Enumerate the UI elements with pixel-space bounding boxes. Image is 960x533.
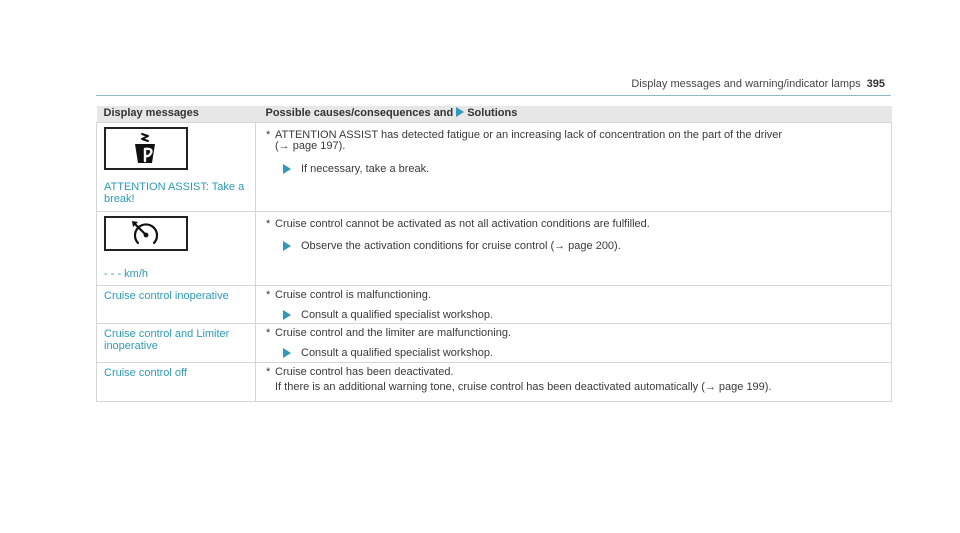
cause-page-ref: (→ page 197). (275, 140, 346, 152)
cause-text: Cruise control and the limiter are malfunctioning. (275, 327, 512, 339)
cause-solution-cell (256, 363, 892, 402)
display-message-text: Cruise control and Limiter inoperative (104, 328, 230, 352)
running-header (631, 78, 885, 90)
solution-arrow-icon (283, 310, 291, 320)
display-message-text: Cruise control inoperative (104, 290, 229, 302)
col-header-causes-solutions (256, 106, 892, 123)
table-row (97, 212, 892, 286)
solution-text: Consult a qualified specialist workshop. (301, 309, 493, 321)
cause-solution-cell (256, 123, 892, 212)
solution-text: Consult a qualified specialist workshop. (301, 347, 493, 359)
cause-text: ATTENTION ASSIST has detected fatigue or an increasing lack of concentration on the part of the driver (275, 129, 783, 141)
message-cell (97, 212, 256, 286)
table-row (97, 363, 892, 402)
page-number: 395 (866, 78, 885, 90)
running-header-title: Display messages and warning/indicator lamps (631, 78, 861, 90)
table-row (97, 286, 892, 324)
cause-marker: * (266, 366, 271, 378)
note-text: If there is an additional warning tone, cruise control has been deactivated automatically (→ page 199). (275, 381, 772, 393)
table-row (97, 123, 892, 212)
solution-text: If necessary, take a break. (301, 163, 430, 175)
message-cell (97, 123, 256, 212)
solution-text: Observe the activation conditions for cruise control (→ page 200). (301, 240, 621, 252)
coffee-cup-icon (104, 127, 188, 170)
cause-marker: * (266, 129, 271, 141)
col-header-display-messages: Display messages (97, 106, 256, 123)
cause-solution-cell (256, 212, 892, 286)
header-rule (96, 95, 891, 96)
cause-text: Cruise control is malfunctioning. (275, 289, 431, 301)
cause-marker: * (266, 218, 271, 230)
display-message-text: ATTENTION ASSIST: Take a break! (104, 181, 245, 205)
table-header-row (97, 106, 892, 123)
message-cell (97, 324, 256, 363)
message-cell (97, 363, 256, 402)
message-cell (97, 286, 256, 324)
solution-arrow-icon (283, 348, 291, 358)
solution-arrow-icon (283, 241, 291, 251)
col-header-causes: Possible causes/consequences and (265, 107, 454, 119)
solution-arrow-icon (456, 107, 464, 117)
display-messages-table (96, 106, 892, 402)
cause-marker: * (266, 289, 271, 301)
display-message-text: - - - km/h (104, 268, 148, 280)
cruise-control-gauge-icon (104, 216, 188, 251)
col-header-solutions: Solutions (467, 107, 518, 119)
cause-marker: * (266, 327, 271, 339)
cause-solution-cell (256, 324, 892, 363)
table-row (97, 324, 892, 363)
solution-arrow-icon (283, 164, 291, 174)
cause-text: Cruise control cannot be activated as not all activation conditions are fulfilled. (275, 218, 650, 230)
cause-solution-cell (256, 286, 892, 324)
display-message-text: Cruise control off (104, 367, 187, 379)
cause-text: Cruise control has been deactivated. (275, 366, 454, 378)
